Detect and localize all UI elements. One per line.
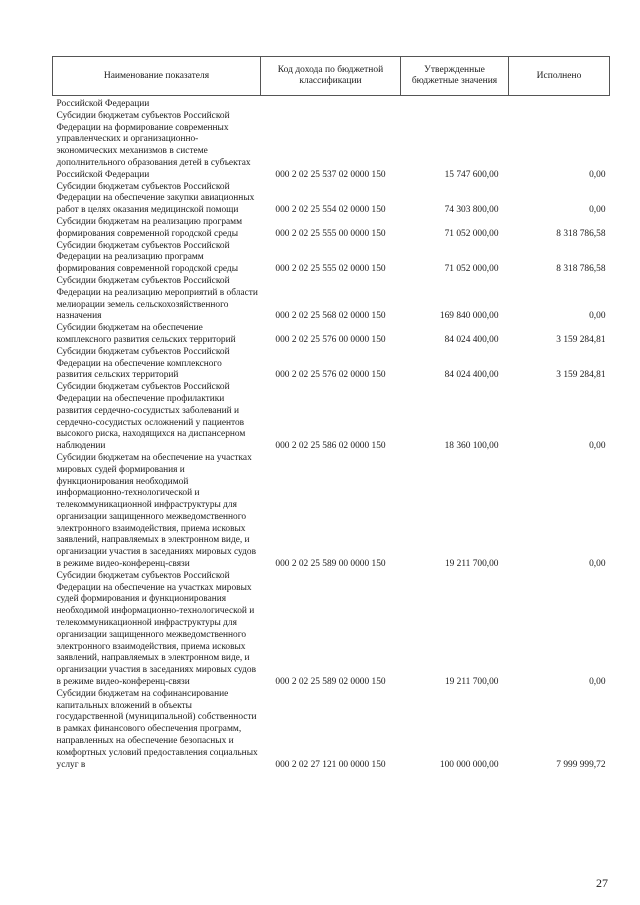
row-code: 000 2 02 25 589 02 0000 150 [275, 677, 386, 688]
row-approved: 71 052 000,00 [444, 228, 499, 239]
row-executed: 8 318 786,58 [556, 264, 606, 275]
header-approved: Утвержденные бюджетные значения [401, 57, 509, 96]
continuation-row [53, 96, 610, 111]
row-approved: 18 360 100,00 [444, 441, 499, 452]
row-approved: 84 024 400,00 [444, 370, 499, 381]
table-row [53, 382, 610, 453]
row-executed: 3 159 284,81 [556, 370, 606, 381]
row-name: Субсидии бюджетам субъектов Российской Федерации на обеспечение закупки авиационных работ в целях оказания медицинской помощи [56, 181, 255, 216]
table-row [53, 111, 610, 182]
row-code: 000 2 02 25 576 00 0000 150 [275, 334, 386, 345]
row-executed: 0,00 [589, 169, 606, 180]
budget-table [52, 56, 610, 771]
continuation-text: Российской Федерации [56, 99, 150, 109]
row-code: 000 2 02 25 555 02 0000 150 [275, 264, 386, 275]
table-row [53, 276, 610, 323]
table-row [53, 347, 610, 382]
table-row [53, 217, 610, 241]
header-executed: Исполнено [509, 57, 610, 96]
row-executed: 3 159 284,81 [556, 334, 606, 345]
row-executed: 0,00 [589, 559, 606, 570]
table-row [53, 241, 610, 276]
row-code: 000 2 02 25 554 02 0000 150 [275, 205, 386, 216]
row-approved: 100 000 000,00 [439, 759, 499, 770]
row-code: 000 2 02 25 589 00 0000 150 [275, 559, 386, 570]
row-executed: 0,00 [589, 441, 606, 452]
row-approved: 74 303 800,00 [444, 205, 499, 216]
row-executed: 0,00 [589, 205, 606, 216]
row-code: 000 2 02 25 568 02 0000 150 [275, 311, 386, 322]
row-name: Субсидии бюджетам субъектов Российской Федерации на обеспечение на участках мировых судей формирования и функционирования необходимой информационно-технологической и телекоммуникационной инфраструктуры для организации защищенного межведомственного электронного взаимодействия, приема исковых заявлений, направляемых в электронном виде, и организации участия в заседаниях мировых судов в режиме видео-конференц-связи [56, 570, 257, 688]
table-row [53, 571, 610, 689]
row-name: Субсидии бюджетам на реализацию программ формирования современной городской среды [56, 216, 243, 239]
row-name: Субсидии бюджетам субъектов Российской Федерации на формирование современных управленческих и организационно-экономических механизмов в системе дополнительного образования детей в субъектах Российской Федерации [56, 110, 251, 180]
row-name: Субсидии бюджетам субъектов Российской Федерации на реализацию мероприятий в области мелиорации земель сельскохозяйственного назначения [56, 275, 258, 322]
row-code: 000 2 02 25 576 02 0000 150 [275, 370, 386, 381]
row-approved: 169 840 000,00 [439, 311, 499, 322]
header-name: Наименование показателя [53, 57, 261, 96]
row-approved: 71 052 000,00 [444, 264, 499, 275]
row-name: Субсидии бюджетам на софинансирование капитальных вложений в объекты государственной (муниципальной) собственности в рамках финансового обеспечения программ, направленных на обеспечение безопасных и комфортных условий предоставления социальных услуг в [56, 688, 258, 770]
row-executed: 0,00 [589, 311, 606, 322]
row-executed: 8 318 786,58 [556, 228, 606, 239]
row-code: 000 2 02 25 586 02 0000 150 [275, 441, 386, 452]
row-approved: 19 211 700,00 [444, 559, 499, 570]
page-number: 27 [596, 876, 608, 890]
row-approved: 19 211 700,00 [444, 677, 499, 688]
row-approved: 84 024 400,00 [444, 334, 499, 345]
header-code: Код дохода по бюджетной классификации [261, 57, 401, 96]
row-executed: 7 999 999,72 [556, 759, 606, 770]
table-row [53, 453, 610, 571]
row-name: Субсидии бюджетам субъектов Российской Федерации на обеспечение профилактики развития сердечно-сосудистых заболеваний и сердечно-сосудистых осложнений у пациентов высокого риска, находящихся на диспансерном наблюдении [56, 382, 246, 452]
row-approved: 15 747 600,00 [444, 169, 499, 180]
table-header-row [53, 57, 610, 96]
table-row [53, 323, 610, 347]
row-code: 000 2 02 25 537 02 0000 150 [275, 169, 386, 180]
row-name: Субсидии бюджетам субъектов Российской Федерации на обеспечение комплексного развития сельских территорий [56, 346, 230, 381]
row-name: Субсидии бюджетам на обеспечение на участках мировых судей формирования и функционирования необходимой информационно-технологической и телекоммуникационной инфраструктуры для организации защищенного межведомственного электронного взаимодействия, приема исковых заявлений, направляемых в электронном виде, и организации участия в заседаниях мировых судов в режиме видео-конференц-связи [56, 452, 257, 570]
row-name: Субсидии бюджетам на обеспечение комплексного развития сельских территорий [56, 323, 236, 345]
row-name: Субсидии бюджетам субъектов Российской Федерации на реализацию программ формирования современной городской среды [56, 240, 239, 275]
row-code: 000 2 02 25 555 00 0000 150 [275, 228, 386, 239]
row-executed: 0,00 [589, 677, 606, 688]
row-code: 000 2 02 27 121 00 0000 150 [275, 759, 386, 770]
table-row [53, 689, 610, 772]
table-row [53, 182, 610, 217]
